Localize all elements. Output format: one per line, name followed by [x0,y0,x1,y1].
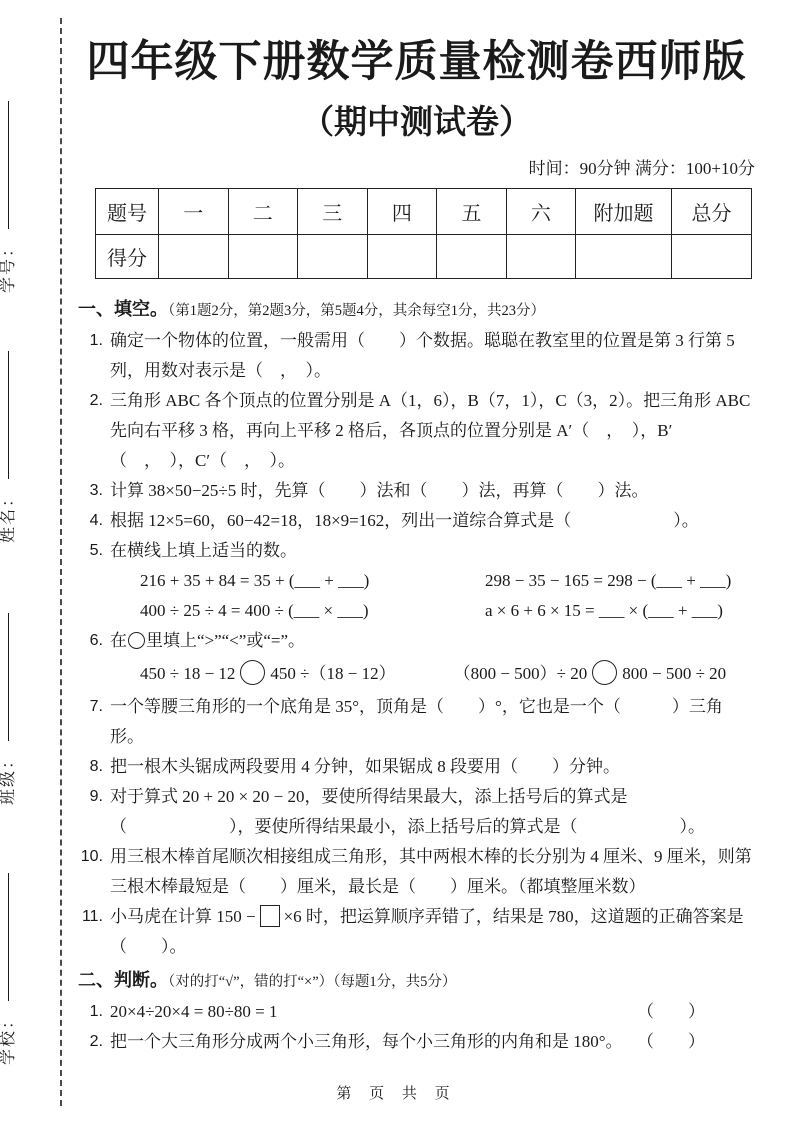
question-number: 9. [89,788,103,805]
score-col-header: 三 [298,189,368,235]
class-label: 班级： [0,750,17,805]
class-blank-line [8,613,9,741]
question-7 [78,692,755,752]
question-number: 1. [89,332,103,349]
score-cell [671,235,751,279]
question-text [110,626,755,656]
equation: a × 6 + 6 × 15 = ___ × (___ + ___) [485,601,723,620]
score-table-score-row [96,235,752,279]
student-name-blank-line [8,351,9,479]
question-text: 确定一个物体的位置，一般需用（ ）个数据。聪聪在教室里的位置是第 3 行第 5 列，用数对表示是（ ， ）。 [110,331,735,380]
question-8 [78,752,755,782]
question-text: 对于算式 20 + 20 × 20 − 20，要使所得结果最大，添上括号后的算式是（ ），要使所得结果最小，添上括号后的算式是（ ）。 [110,787,705,836]
score-col-header: 六 [506,189,576,235]
question-text-part: 小马虎在计算 150 − [110,907,256,926]
question-5 [78,536,755,566]
score-cell [367,235,437,279]
score-cell [506,235,576,279]
question-number: 3. [89,482,103,499]
score-cell [437,235,507,279]
section-one-note: （第1题2分，第2题3分，第5题4分，其余每空1分，共23分） [168,303,545,319]
section-one-title: 一、填空。 [78,299,168,319]
question-number: 11. [81,908,103,925]
question-text: 计算 38×50−25÷5 时，先算（ ）法和（ ）法，再算（ ）法。 [110,481,649,500]
score-col-header: 一 [158,189,228,235]
score-cell [228,235,298,279]
question-number: 5. [89,542,103,559]
circle-blank-icon [240,660,265,685]
question-2 [78,386,755,476]
question-text: 20×4÷20×4 = 80÷80 = 1 [110,1002,278,1021]
circle-blank-icon [128,632,145,649]
score-table [95,188,752,279]
question-text: 一个等腰三角形的一个底角是 35°，顶角是（ ）°，它也是一个（ ）三角形。 [110,697,723,746]
question-number: 1. [89,1003,103,1020]
score-cell [298,235,368,279]
question-text-part: 在 [110,631,127,650]
student-id-label: 学号： [0,238,17,293]
school-label: 学校： [0,1010,17,1065]
comparison-left [140,656,396,692]
question-text: 把一根木头锯成两段要用 4 分钟，如果锯成 8 段要用（ ）分钟。 [110,757,620,776]
question-text: 三角形 ABC 各个顶点的位置分别是 A（1，6），B（7，1），C（3，2）。把三角形 ABC 先向右平移 3 格，再向上平移 2 格后，各顶点的位置分别是 A′（ ， ），B′（ ， ），C′（ ， ）。 [110,391,751,470]
school-blank-line [8,873,9,1001]
answer-blank: （ ） [637,1002,705,1021]
exam-body [78,0,755,1057]
question-6-comparisons [140,656,755,692]
question-text: 根据 12×5=60，60−42=18，18×9=162，列出一道综合算式是（ ）。 [110,511,699,530]
question-number: 8. [89,758,103,775]
question-11 [78,902,755,962]
expression: 800 − 500 ÷ 20 [622,664,727,683]
score-table-header-row [96,189,752,235]
question-10 [78,842,755,902]
student-id-blank-line [8,101,9,229]
section-one-heading [78,294,755,326]
question-text [110,902,755,962]
question-4 [78,506,755,536]
circle-blank-icon [592,660,617,685]
question-text-part: ×6 时，把运算顺序弄错了，结果是 780，这道题的正确答案是（ ）。 [110,907,744,956]
score-col-header: 总分 [671,189,751,235]
question-text: 在横线上填上适当的数。 [110,541,297,560]
question-5-equations [140,566,755,626]
question-number: 2. [89,1033,103,1050]
square-blank-icon [260,905,280,927]
comparison-right [454,656,727,692]
question-number: 6. [89,632,103,649]
question-9 [78,782,755,842]
score-col-header: 四 [367,189,437,235]
question-6 [78,626,755,656]
page-title: 四年级下册数学质量检测卷西师版 [86,38,747,86]
score-cell [576,235,672,279]
score-col-header: 附加题 [576,189,672,235]
student-name-label: 姓名： [0,488,17,543]
score-row-label: 得分 [96,235,159,279]
question-3 [78,476,755,506]
question-number: 7. [89,698,103,715]
judgment-question-2 [78,1027,755,1057]
exam-meta: 时间：90分钟 满分：100+10分 [528,159,755,178]
question-number: 2. [89,392,103,409]
expression: （800 − 500）÷ 20 [453,664,588,683]
judgment-question-1 [78,997,755,1027]
question-number: 10. [80,848,103,865]
question-text-part: 里填上“>”“<”或“=”。 [146,631,306,650]
answer-blank: （ ） [637,1032,705,1051]
score-col-header: 题号 [96,189,159,235]
section-two-heading [78,965,755,997]
question-number: 4. [89,512,103,529]
question-text: 把一个大三角形分成两个小三角形，每个小三角形的内角和是 180°。 [110,1032,623,1051]
page-footer: 第 页 共 页 [336,1086,457,1102]
question-1 [78,326,755,386]
question-text: 用三根木棒首尾顺次相接组成三角形，其中两根木棒的长分别为 4 厘米、9 厘米，则第三根木棒最短是（ ）厘米，最长是（ ）厘米。（都填整厘米数） [110,847,752,896]
equation: 298 − 35 − 165 = 298 − (___ + ___) [485,571,732,590]
section-two-note: （对的打“√”，错的打“×”）（每题1分，共5分） [168,974,457,990]
page-subtitle: （期中测试卷） [301,103,532,140]
score-col-header: 二 [228,189,298,235]
section-two-title: 二、判断。 [78,970,168,990]
score-col-header: 五 [437,189,507,235]
expression: 450 ÷（18 − 12） [270,664,396,683]
equation: 216 + 35 + 84 = 35 + (___ + ___) [140,571,370,590]
margin-dashed-divider [60,18,62,1106]
score-cell [158,235,228,279]
expression: 450 ÷ 18 − 12 [140,664,236,683]
equation: 400 ÷ 25 ÷ 4 = 400 ÷ (___ × ___) [140,601,369,620]
